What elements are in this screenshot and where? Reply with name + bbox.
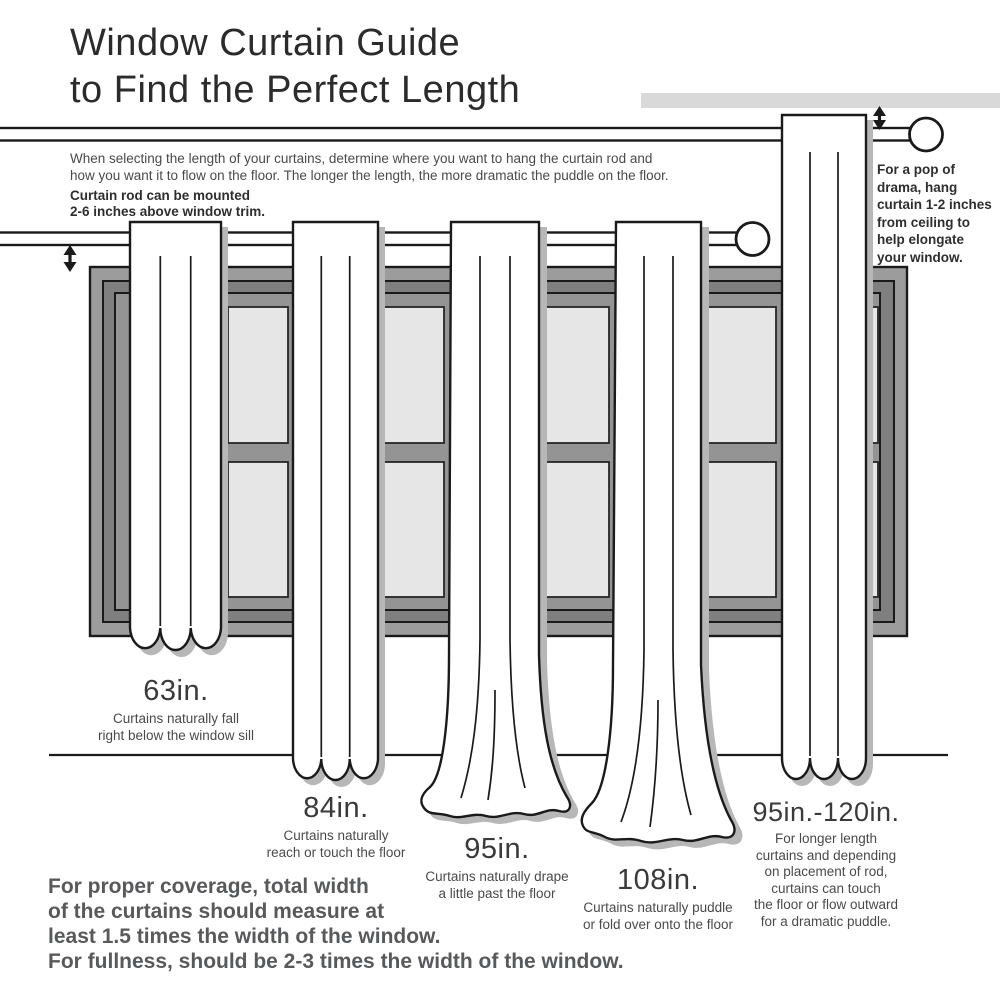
window-pane [708,462,776,597]
curtain-84in [293,222,384,786]
length-description: Curtains naturally drape a little past the floor [425,869,569,901]
ceiling-strip [641,93,1000,108]
page-title-line1: Window Curtain Guide [70,22,461,64]
window-pane [384,307,444,443]
rod-mounting-note: Curtain rod can be mounted 2-6 inches above window trim. [70,188,266,219]
length-value: 63in. [143,675,209,707]
window-pane [228,462,288,597]
curtain-95-120in [782,115,872,785]
up-down-arrow-icon [873,106,886,130]
length-value: 108in. [616,864,699,896]
window-pane [546,307,609,443]
length-description: For longer length curtains and depending on placement of rod, curtains can touch the floor or flow outward for a dramatic puddle. [753,831,899,929]
window-pane [546,462,609,597]
window-pane [708,307,776,443]
label-95-120in [706,797,946,930]
page-title [70,20,520,114]
length-description: Curtains naturally reach or touch the floor [266,828,406,860]
length-value: 95in.-120in. [752,797,900,827]
window-pane [228,307,288,443]
intro-paragraph: When selecting the length of your curtains, determine where you want to hang the curtain rod and how you want it to flow on the floor. The longer the length, the more dramatic the puddle on the floor. [70,151,669,183]
ceiling-hang-note: For a pop of drama, hang curtain 1-2 inches from ceiling to help elongate your window. [877,162,992,265]
label-63in [56,675,296,744]
rod-finial [910,118,943,151]
curtain-63in [130,222,227,656]
up-down-arrow-icon [64,245,77,272]
rod-finial [736,223,769,256]
coverage-note: For proper coverage, total width of the curtains should measure at least 1.5 times the width of the window. For fullness, should be 2-3 times the width of the window. [48,875,624,973]
page-title-line2: to Find the Perfect Length [70,69,521,111]
window-pane [384,462,444,597]
length-description: Curtains naturally puddle or fold over onto the floor [582,900,734,932]
length-value: 95in. [464,833,530,865]
length-description: Curtains naturally fall right below the window sill [97,711,255,743]
length-value: 84in. [303,792,369,824]
